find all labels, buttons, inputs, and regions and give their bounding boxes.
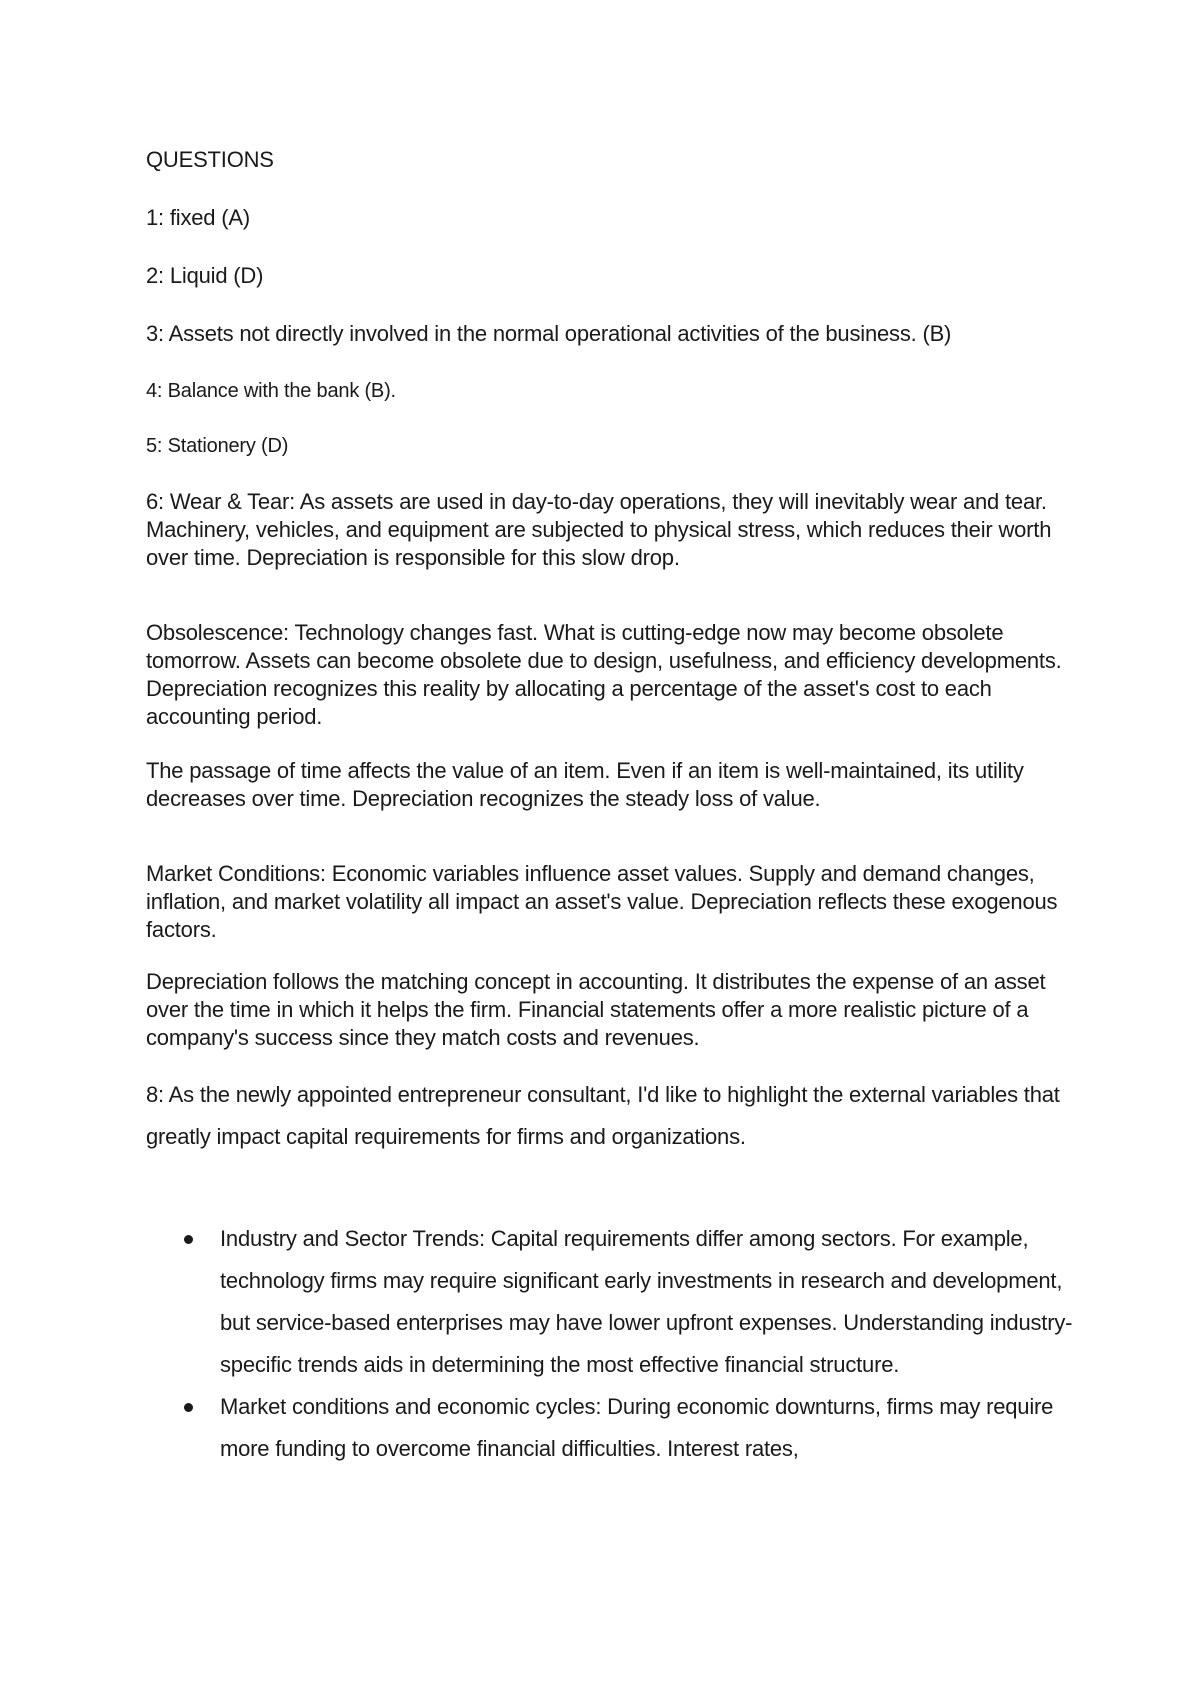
paragraph-wear-tear: 6: Wear & Tear: As assets are used in day-to-day operations, they will inevitably wear and tear. Machinery, vehicles, and equipment are subjected to physical stress, which reduces their worth over time. Depreciation is responsible for this slow drop. — [146, 489, 1052, 570]
paragraph-obsolescence: Obsolescence: Technology changes fast. What is cutting-edge now may become obsolete tomorrow. Assets can become obsolete due to design, usefulness, and efficiency developments. Depreciation recognizes this reality by allocating a percentage of the asset's cost to each accounting period. — [146, 620, 1062, 729]
paragraph-matching-concept: Depreciation follows the matching concept in accounting. It distributes the expense of an asset over the time in which it helps the firm. Financial statements offer a more realistic picture of a company's success since they match costs and revenues. — [146, 969, 1046, 1050]
list-item-text: Industry and Sector Trends: Capital requirements differ among sectors. For example, technology firms may require significant early investments in research and development, but service-based enterprises may have lower upfront expenses. Understanding industry-specific trends aids in determining the most effective financial structure. — [220, 1226, 1073, 1377]
answer-1: 1: fixed (A) — [146, 205, 250, 230]
list-item-text: Market conditions and economic cycles: During economic downturns, firms may require more funding to overcome financial difficulties. Interest rates, — [220, 1394, 1054, 1461]
answer-4: 4: Balance with the bank (B). — [146, 380, 396, 402]
bullet-icon — [184, 1403, 193, 1412]
answer-2: 2: Liquid (D) — [146, 263, 264, 288]
paragraph-consultant-intro: 8: As the newly appointed entrepreneur consultant, I'd like to highlight the external variables that greatly impact capital requirements for firms and organizations. — [146, 1082, 1060, 1149]
list-item — [146, 1386, 1086, 1470]
answer-3: 3: Assets not directly involved in the normal operational activities of the business. (B) — [146, 321, 952, 346]
external-factors-list — [146, 1218, 1086, 1470]
paragraph-market-conditions: Market Conditions: Economic variables influence asset values. Supply and demand changes, inflation, and market volatility all impact an asset's value. Depreciation reflects these exogenous factors. — [146, 861, 1058, 942]
list-item — [146, 1218, 1086, 1386]
questions-heading: QUESTIONS — [146, 147, 274, 172]
answer-5: 5: Stationery (D) — [146, 435, 289, 457]
bullet-icon — [184, 1235, 193, 1244]
paragraph-passage-of-time: The passage of time affects the value of an item. Even if an item is well-maintained, its utility decreases over time. Depreciation recognizes the steady loss of value. — [146, 758, 1024, 811]
